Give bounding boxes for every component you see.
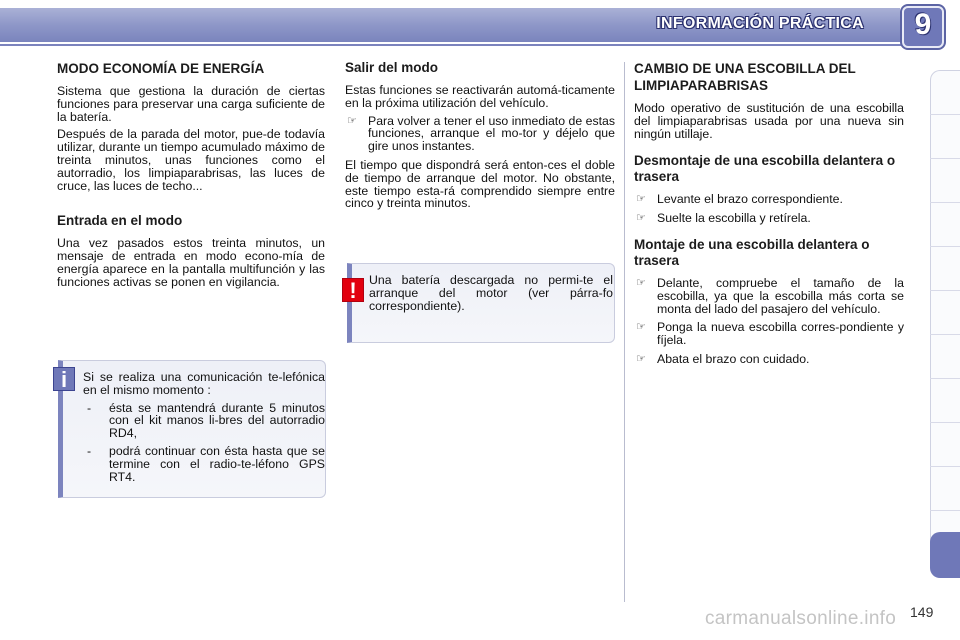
- column-divider: [624, 62, 625, 602]
- heading-entering-mode: Entrada en el modo: [57, 213, 183, 229]
- warning-note: [347, 263, 615, 343]
- heading-economy-mode: MODO ECONOMÍA DE ENERGÍA: [57, 61, 265, 76]
- list-item-text: Ponga la nueva escobilla corres-pondiente y fíjela.: [657, 320, 904, 348]
- paragraph: El tiempo que dispondrá será enton-ces el doble de tiempo de arranque del motor. No obstante, este tiempo esta-rá comprendido siempre entre cinco y treinta minutos.: [345, 157, 615, 211]
- chapter-badge: [902, 6, 944, 48]
- list-item-text: ésta se mantendrá durante 5 minutos con el kit manos li-bres del autorradio RD4,: [109, 400, 325, 441]
- heading-removal: Desmontaje de una escobilla delantera o trasera: [634, 153, 896, 185]
- chapter-tab[interactable]: [930, 71, 960, 115]
- list-item-text: Para volver a tener el uso inmediato de estas funciones, arranque el mo-tor y déjelo que gire unos instantes.: [368, 113, 615, 154]
- pointing-hand-icon: ☞: [636, 321, 646, 334]
- page-number: 149: [910, 604, 934, 620]
- info-icon: i: [53, 367, 75, 391]
- chapter-tab[interactable]: [930, 159, 960, 203]
- list-item: [634, 193, 904, 206]
- list-item-text: Delante, compruebe el tamaño de la escobilla, ya que la escobilla más corta se monta del lado del pasajero del vehículo.: [657, 275, 904, 316]
- pointing-hand-icon: ☞: [636, 193, 646, 206]
- heading-exit-mode: Salir del modo: [345, 60, 439, 75]
- chapter-tab[interactable]: [930, 467, 960, 511]
- header-rule: [0, 44, 905, 46]
- page-header: [0, 0, 960, 52]
- pointing-hand-icon: ☞: [636, 352, 646, 365]
- chapter-tabs: [930, 70, 960, 576]
- list-item: [634, 277, 904, 315]
- dash-marker: -: [87, 443, 92, 458]
- list-item-text: Suelte la escobilla y retírela.: [657, 211, 811, 226]
- info-note-text: [83, 371, 325, 483]
- chapter-tab[interactable]: [930, 247, 960, 291]
- paragraph: Modo operativo de sustitución de una escobilla del limpiaparabrisas usada por una nueva sin ningún utillaje.: [634, 101, 904, 141]
- list-item-text: Levante el brazo correspondiente.: [657, 192, 843, 207]
- heading-wiper-blade: CAMBIO DE UNA ESCOBILLA DEL LIMPIAPARABRISAS: [634, 61, 856, 93]
- heading-fitting: Montaje de una escobilla delantera o trasera: [634, 236, 870, 268]
- list-item-text: podrá continuar con ésta hasta que se termine con el radio-te-léfono GPS RT4.: [109, 443, 325, 484]
- chapter-tab[interactable]: [930, 335, 960, 379]
- list-item: [83, 402, 325, 440]
- list-item: [634, 321, 904, 347]
- chapter-tab-active[interactable]: [930, 532, 960, 578]
- list-item: [634, 353, 904, 366]
- list-item: [634, 212, 904, 225]
- list-item-text: Abata el brazo con cuidado.: [657, 351, 810, 366]
- watermark: carmanualsonline.info: [705, 608, 897, 629]
- dash-marker: -: [87, 400, 92, 415]
- warning-icon: !: [342, 278, 364, 302]
- paragraph: Estas funciones se reactivarán automá-ticamente en la próxima utilización del vehículo.: [345, 83, 615, 110]
- paragraph: Después de la parada del motor, pue-de todavía utilizar, durante un tiempo acumulado máximo de treinta minutos, unas funciones como el autorradio, los limpiaparabrisas, las luces de cruce, las luces de techo...: [57, 127, 325, 193]
- chapter-tab[interactable]: [930, 291, 960, 335]
- list-item: [83, 445, 325, 483]
- info-note: [58, 360, 326, 498]
- paragraph: Una vez pasados estos treinta minutos, un mensaje de entrada en modo econo-mía de energía aparece en la pantalla multifunción y las funciones activas se ponen en vigilancia.: [57, 236, 325, 289]
- chapter-number: 9: [914, 8, 932, 41]
- chapter-tab[interactable]: [930, 423, 960, 467]
- column-wiper-blade: [634, 60, 904, 372]
- chapter-tab[interactable]: [930, 379, 960, 423]
- paragraph: Sistema que gestiona la duración de ciertas funciones para preservar una carga suficiente de la batería.: [57, 84, 325, 124]
- column-economy-mode: [57, 60, 325, 294]
- list-item: [345, 115, 615, 153]
- column-exit-mode: [345, 60, 615, 215]
- pointing-hand-icon: ☞: [347, 114, 357, 127]
- pointing-hand-icon: ☞: [636, 276, 646, 289]
- chapter-tab[interactable]: [930, 203, 960, 247]
- section-title: INFORMACIÓN PRÁCTICA: [656, 15, 864, 32]
- chapter-tab[interactable]: [930, 115, 960, 159]
- info-note-intro: Si se realiza una comunicación te-lefónica en el mismo momento :: [83, 370, 325, 397]
- warning-note-text: Una batería descargada no permi-te el arranque del motor (ver párra-fo correspondiente).: [369, 273, 613, 313]
- pointing-hand-icon: ☞: [636, 212, 646, 225]
